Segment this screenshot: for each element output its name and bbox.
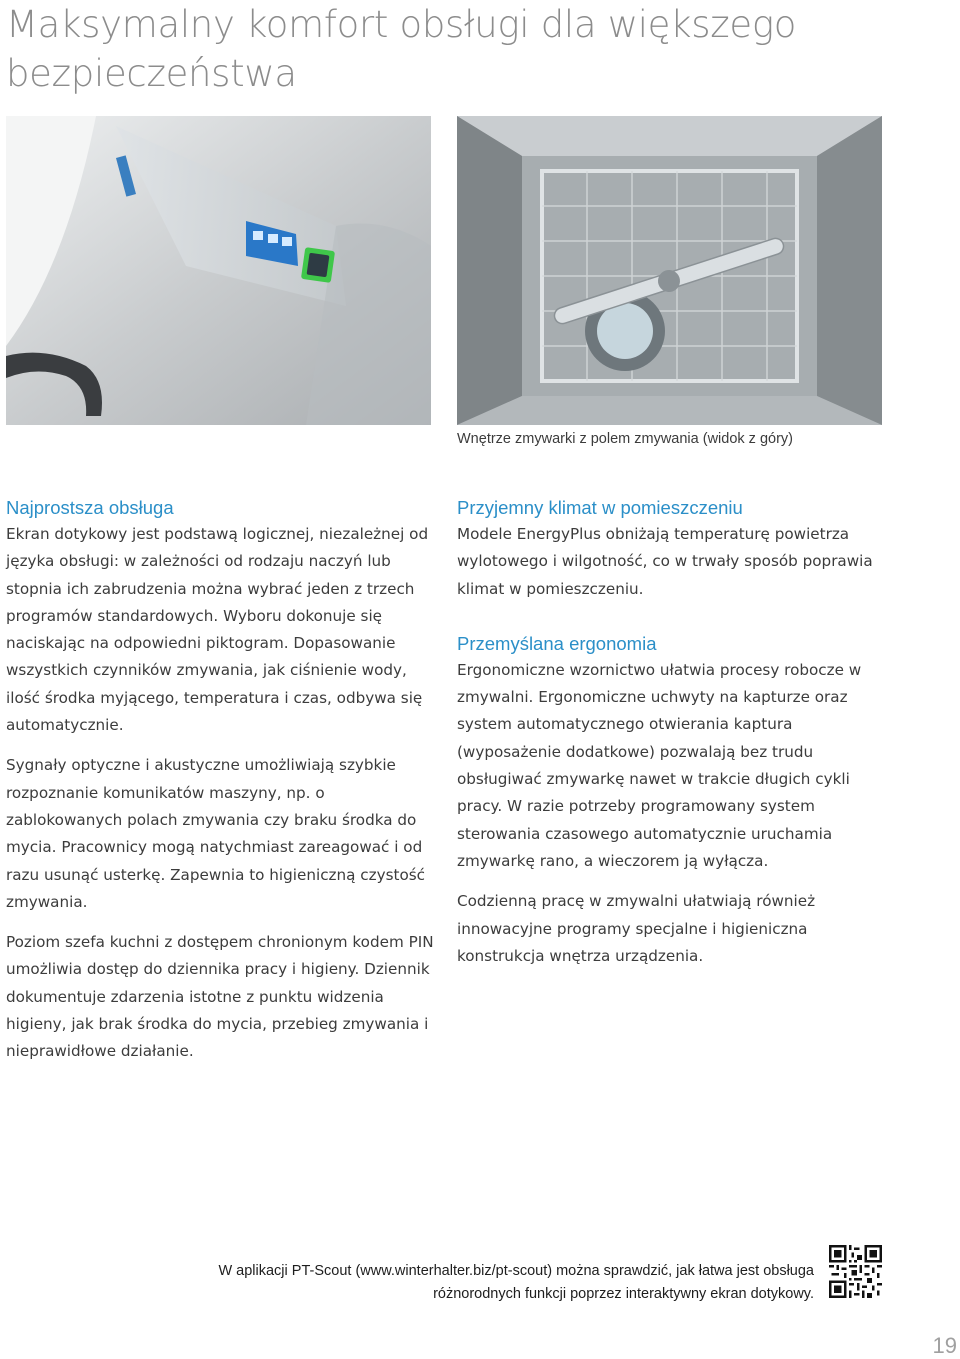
page-number: 19 bbox=[932, 1333, 957, 1358]
dishwasher-control-panel-photo bbox=[6, 116, 431, 425]
section-heading-simple-operation: Najprostsza obsługa bbox=[6, 497, 174, 518]
qr-code-icon[interactable] bbox=[829, 1245, 882, 1298]
dishwasher-hood-illustration bbox=[6, 116, 431, 425]
dishwasher-interior-top-view-photo bbox=[457, 116, 882, 425]
page-title: Maksymalny komfort obsługi dla większego bezpieczeństwa bbox=[6, 3, 797, 95]
paragraph-pin-access: Poziom szefa kuchni z dostępem chronionym kodem PIN umożliwia dostęp do dziennika pracy i higieny. Dziennik dokumentuje zdarzenia istotne z punktu widzenia higieny, jak brak środka do mycia, przebieg zmywania i nieprawidłowe działanie. bbox=[6, 933, 434, 1061]
paragraph-signals: Sygnały optyczne i akustyczne umożliwiają szybkie rozpoznanie komunikatów maszyny, np. o zablokowanych polach zmywania czy braku środka do mycia. Pracownicy mogą natychmiast zareagować i od razu usunąć usterkę. Zapewnia to higieniczną czystość zmywania. bbox=[6, 756, 426, 911]
section-heading-ergonomics: Przemyślana ergonomia bbox=[457, 632, 657, 654]
footer-note bbox=[218, 1260, 814, 1306]
dishwasher-interior-illustration bbox=[457, 116, 882, 425]
right-column bbox=[457, 494, 885, 970]
section-heading-room-climate: Przyjemny klimat w pomieszczeniu bbox=[457, 497, 743, 518]
paragraph-ergonomics: Ergonomiczne wzornictwo ułatwia procesy robocze w zmywalni. Ergonomiczne uchwyty na kapturze oraz system automatycznego otwierania kaptura (wyposażenie dodatkowe) pozwalają bez trudu obsługiwać zmywarkę nawet w trakcie długich cykli pracy. W razie potrzeby programowany system sterowania czasowego automatycznie uruchamia zmywarkę rano, a wieczorem ją wyłącza. bbox=[457, 660, 862, 870]
footer-line-2: różnorodnych funkcji poprzez interaktywny ekran dotykowy. bbox=[433, 1286, 814, 1302]
qr-code-graphic bbox=[829, 1245, 882, 1298]
photo-caption: Wnętrze zmywarki z polem zmywania (widok z góry) bbox=[457, 431, 793, 447]
paragraph-energyplus: Modele EnergyPlus obniżają temperaturę powietrza wylotowego i wilgotność, co w trwały sposób poprawia klimat w pomieszczeniu. bbox=[457, 525, 873, 598]
paragraph-special-programs: Codzienną pracę w zmywalni ułatwiają również innowacyjne programy specjalne i higieniczna konstrukcja wnętrza urządzenia. bbox=[457, 892, 816, 965]
paragraph-touchscreen: Ekran dotykowy jest podstawą logicznej, niezależnej od języka obsługi: w zależności od rodzaju naczyń lub stopnia ich zabrudzenia można wybrać jeden z trzech programów standardowych. Wyboru dokonuje się naciskając na odpowiedni piktogram. Dopasowanie wszystkich czynników zmywania, jak ciśnienie wody, ilość środka myjącego, temperatura i czas, odbywa się automatycznie. bbox=[6, 525, 429, 735]
footer-line-1: W aplikacji PT-Scout (www.winterhalter.biz/pt-scout) można sprawdzić, jak łatwa jest obsługa bbox=[218, 1263, 814, 1279]
left-column bbox=[6, 494, 434, 1066]
